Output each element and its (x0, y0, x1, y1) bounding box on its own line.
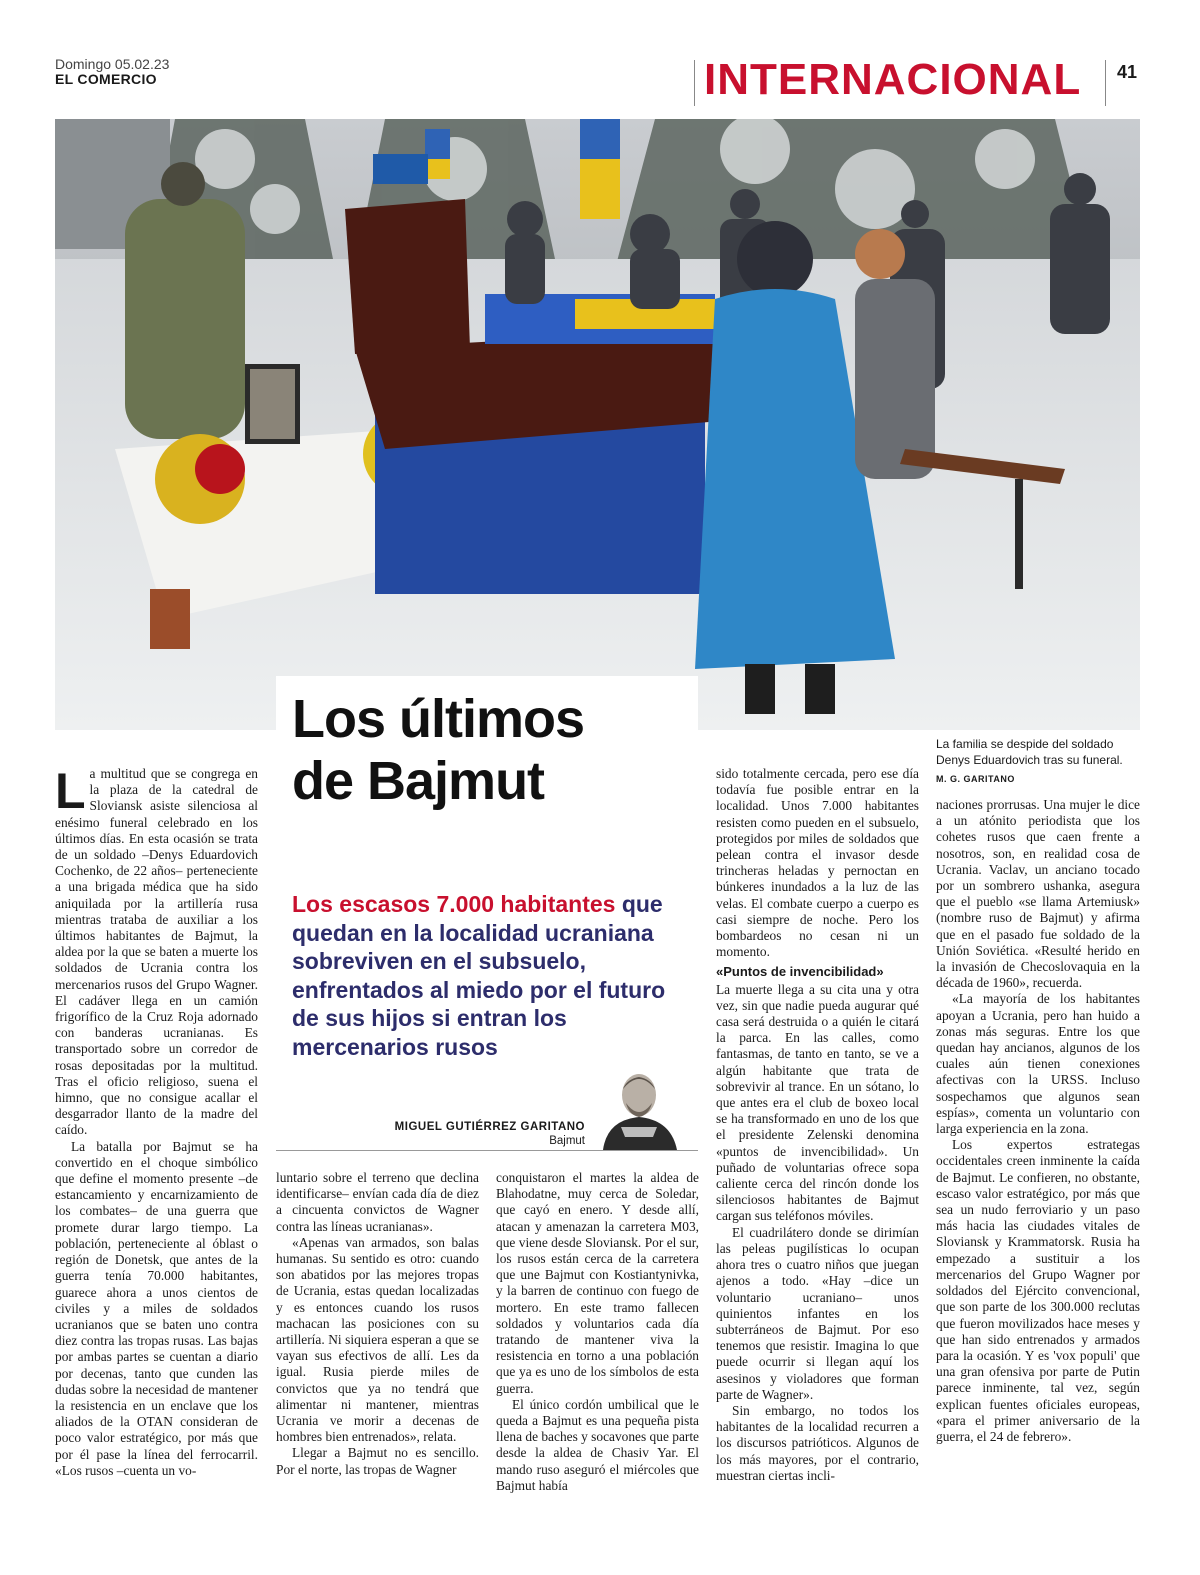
article-paragraph: Llegar a Bajmut no es sencillo. Por el norte, las tropas de Wagner (276, 1445, 479, 1477)
section-divider (694, 60, 695, 106)
drop-cap: L (55, 763, 86, 819)
article-column-1 (55, 763, 258, 1479)
article-paragraph: La muerte llega a su cita una y otra vez, sin que nadie pueda augurar qué casa será destruida o a quién le citará la parca. En las calles, como fantasmas, de tanto en tanto, se ve a algún habitante que trata de sobrevivir al trance. En un sótano, lo que antes era el club de boxeo local se ha transformado en uno de los que el presidente Zelenski denomina «puntos de invencibilidad». Un puñado de voluntarias ofrece sopa caliente cerca del rincón donde los silenciosos habitantes de Bajmut cargan sus teléfonos móviles. (716, 981, 919, 1224)
author-avatar (593, 1065, 685, 1150)
article-column-4 (716, 766, 919, 1484)
paragraph-text: a multitud que se congrega en la plaza de la catedral de Sloviansk asiste silenciosa al enésimo funeral celebrado en los últimos días. En esta ocasión se trata de un soldado –Denys Eduardovich Cochenko, de 22 años– perteneciente a una brigada médica que ha sido aniquilada por la artillería rusa mientras trataba de auxiliar a los últimos habitantes de Bajmut, la aldea por la que se baten a muerte los soldados de Ucrania contra los mercenarios rusos del Grupo Wagner. El cadáver llega en un camión frigorífico de la Cruz Roja adornado con banderas ucranianas. Es transportado sobre un corredor de rosas depositadas por la multitud. Tras el oficio religioso, suena el himno, que no consigue acallar el desgarrador llanto de la madre del caído. (55, 766, 258, 1138)
article-paragraph: sido totalmente cercada, pero ese día todavía fue posible entrar en la localidad. Unos 7.000 habitantes resisten como pueden en el subsuelo, protegidos por miles de soldados que pelean contra el invasor desde trincheras heladas y pernoctan en búnkeres inundados a la luz de las velas. El combate cuerpo a cuerpo es casi siempre de noche. Pero los bombardeos no cesan ni un momento. (716, 766, 919, 960)
deck-lead: Los escasos 7.000 habitantes (292, 891, 616, 917)
article-column-5 (936, 797, 1140, 1445)
subheading: «Puntos de invencibilidad» (716, 964, 884, 980)
article-paragraph: Los expertos estrategas occidentales creen inminente la caída de Bajmut. Le confieren, no obstante, escaso valor estratégico, por más que sea un nudo ferroviario y un paso más hacia las ciudades vitales de Sloviansk y Krammatorsk. Rusia ha empezado a sustituir a los mercenarios del Grupo Wagner por soldados del Ejército convencional, que son parte de los 300.000 reclutas que fueron movilizados hace meses y que han sido entrenados y armados para la ocasión. Y es 'vox populi' que una gran ofensiva por parte de Putin parece inminente, tal vez, según explican fuentes oficiales europeas, «para el primer aniversario de la guerra, el 24 de febrero». (936, 1137, 1140, 1444)
article-paragraph: El único cordón umbilical que le queda a Bajmut es una pequeña pista llena de baches y socavones que parte desde la aldea de Chasiv Yar. El mando ruso aseguró el miércoles que Bajmut había (496, 1396, 700, 1493)
article-paragraph: La batalla por Bajmut se ha convertido en el choque simbólico que define el momento presente –de estancamiento y encarnizamiento de los combates– de una guerra que promete durar largo tiempo. La población, perteneciente al óblast o región de Donetsk, que antes de la guerra tenía 70.000 habitantes, guarece ahora a unos cientos de civiles y a miles de soldados ucranianos que se baten uno contra diez contra las tropas rusas. Las bajas por ambas partes se cuentan a diario por decenas, tanto que cunden las dudas sobre la necesidad de mantener la resistencia en un enclave que los aliados de la OTAN consideran de poco valor estratégico, por más que por él pase la línea del ferrocarril. «Los rusos –cuenta un vo- (55, 1138, 258, 1478)
article-paragraph: El cuadrilátero donde se dirimían las peleas pugilísticas lo ocupan ahora tres o cuatro niños que juegan ajenos a todo. «Hay –dice un voluntario ucraniano– unos quinientos infantes en los subterráneos de Bajmut. Por eso tenemos que resistir. Imagina lo que puede ocurrir si llegan aquí los asesinos y violadores que forman parte de Wagner». (716, 1224, 919, 1402)
article-column-2 (276, 1170, 479, 1478)
photo-caption (936, 736, 1140, 787)
article-paragraph: conquistaron el martes la aldea de Blahodatne, muy cerca de Soledar, que cayó en enero. Y desde allí, atacan y amenazan la carretera M03, que viene desde Sloviansk. Por el sur, los rusos están cerca de la carretera que une Bajmut con Kostiantynivka, y la barren de continuo con fuego de mortero. En este tramo fallecen soldados y voluntarios cada día tratando de mantener viva la resistencia en torno a una población que ya es uno de los símbolos de esta guerra. (496, 1170, 699, 1396)
photo-credit: M. G. GARITANO (936, 774, 1015, 784)
byline (385, 1120, 585, 1148)
deck-text: que quedan en la localidad ucraniana sobreviven en el subsuelo, enfrentados al miedo por el futuro de sus hijos si entran los mercenarios rusos (292, 891, 666, 1060)
deck (292, 890, 682, 1061)
article-column-3 (496, 1170, 699, 1494)
article-paragraph: Sin embargo, no todos los habitantes de la localidad recurren a los discursos patrióticos. Algunos de los más mayores, por el contrario, muestran ciertas incli- (716, 1402, 919, 1483)
page-number: 41 (1117, 62, 1138, 82)
page-divider (1105, 60, 1106, 106)
newspaper-name: EL COMERCIO (55, 71, 157, 87)
caption-text: La familia se despide del soldado Denys Eduardovich tras su funeral. (936, 737, 1123, 767)
masthead (55, 57, 169, 87)
headline (292, 688, 692, 812)
funeral-scene-illustration (55, 119, 1140, 730)
dateline: Bajmut (549, 1135, 585, 1147)
article-paragraph: «La mayoría de los habitantes apoyan a Ucrania, pero han huido a zonas más seguras. Entre los que quedan hay ancianos, algunos de los cuales aún tienen conexiones afectivas con la URSS. Incluso sospechamos que algunos sean espías», comenta un voluntario con larga experiencia en la zona. (936, 991, 1140, 1137)
funeral-photo (55, 119, 1140, 730)
article-paragraph: naciones prorrusas. Una mujer le dice a un atónito periodista que los cohetes rusos que caen frente a nosotros, son, en realidad cosa de Ucrania. Vaclav, un anciano tocado por un sombrero ushanka, asegura que el pueblo «se llama Artemiusk» (nombre ruso de Bajmut) y afirma que en el pasado fue soldado de la Unión Soviética. «Resulté herido en la invasión de Checoslovaquia en la década de 1960», recuerda. (936, 797, 1140, 991)
section-title: INTERNACIONAL (704, 55, 1082, 104)
article-paragraph (55, 763, 258, 1139)
article-paragraph: luntario sobre el terreno que declina identificarse– envían cada día de diez a cincuenta convictos de Wagner contra las líneas ucranianas». (276, 1170, 479, 1234)
author-portrait-illustration (593, 1065, 685, 1150)
article-paragraph: «Apenas van armados, son balas humanas. Su sentido es otro: cuando son abatidos por las mejores tropas de Ucrania, estas quedan localizadas y es entonces cuando los rusos machacan las posiciones con su artillería. Ni siquiera esperan a que se vayan sus efectivos de allí. Les da igual. Rusia pierde miles de convictos que ya no tendrá que alimentar ni mantener, mientras Ucrania ve morir a decenas de hombres bien entrenados», relata. (276, 1234, 479, 1445)
headline-line-1: Los últimos (292, 689, 585, 749)
headline-line-2: de Bajmut (292, 751, 545, 811)
author-name: MIGUEL GUTIÉRREZ GARITANO (394, 1121, 585, 1133)
issue-date: Domingo 05.02.23 (55, 56, 170, 72)
byline-divider (276, 1150, 698, 1151)
